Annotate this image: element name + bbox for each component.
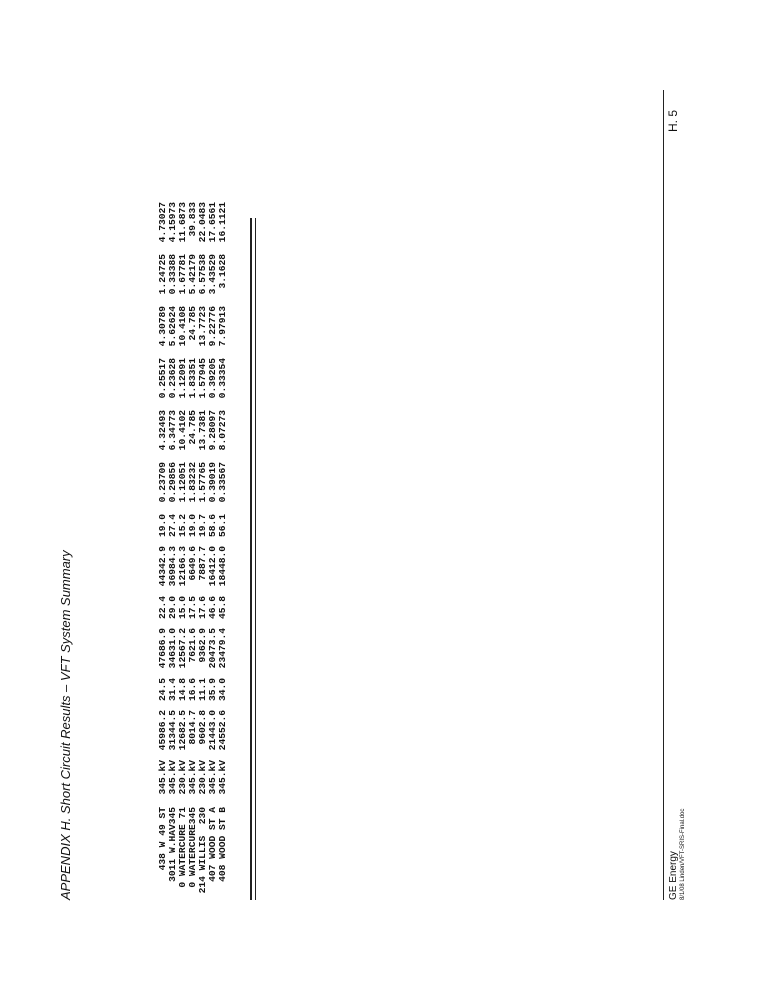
table-cell: 11.6873 [177, 202, 188, 243]
table-cell: 22.4 [157, 596, 168, 620]
table-cell: 31344.5 [167, 710, 178, 751]
table-cell: 16.1121 [217, 202, 228, 243]
table-cell: 29.0 [167, 596, 178, 620]
table-cell: 5.42179 [187, 254, 198, 295]
table-cell: 0.29856 [167, 462, 178, 503]
table-cell: 4.15973 [167, 202, 178, 243]
table-cell: 345.kV [187, 760, 198, 795]
table-cell: 0.23709 [157, 462, 168, 503]
table-cell: 9362.9 [197, 628, 208, 663]
table-cell: 408 WOOD ST B [217, 807, 228, 882]
table-cell: 17.5 [187, 596, 198, 620]
footer-rule [663, 90, 664, 900]
table-cell: 0.33388 [167, 254, 178, 295]
table-cell: 5.62624 [167, 306, 178, 347]
table-cell: 36984.3 [167, 546, 178, 587]
table-cell: 58.6 [207, 514, 218, 538]
table-cell: 19.0 [157, 514, 168, 538]
table-cell: 0.25517 [157, 358, 168, 399]
table-cell: 17.6561 [207, 202, 218, 243]
table-cell: 17.6 [197, 596, 208, 620]
table-cell: 56.1 [217, 514, 228, 538]
table-cell: 45.8 [217, 596, 228, 620]
table-cell: 13.7723 [197, 306, 208, 347]
table-cell: 24.785 [187, 410, 198, 445]
table-cell: 6.57538 [197, 254, 208, 295]
table-cell: 9.28097 [207, 410, 218, 451]
table-cell: 0.23628 [167, 358, 178, 399]
table-cell: 1.24725 [157, 254, 168, 295]
table-cell: 438 W 49 ST [157, 807, 168, 871]
table-cell: 24552.6 [217, 710, 228, 751]
table-cell: 19.0 [187, 514, 198, 538]
page-heading: APPENDIX H. Short Circuit Results – VFT System Summary [58, 550, 73, 900]
table-cell: 31.4 [167, 678, 178, 702]
table-cell: 46.6 [207, 596, 218, 620]
table-cell: 0 WATERCURE345 [187, 807, 198, 888]
table-cell: 1.83351 [187, 358, 198, 399]
table-cell: 13.7381 [197, 410, 208, 451]
table-cell: 230.kV [177, 760, 188, 795]
table-body [158, 202, 228, 900]
table-cell: 4.30789 [157, 306, 168, 347]
table-cell: 16.6 [187, 678, 198, 702]
table-cell: 1.57945 [197, 358, 208, 399]
table-cell: 1.67781 [177, 254, 188, 295]
table-cell: 23479.4 [217, 628, 228, 669]
table-cell: 7621.6 [187, 628, 198, 663]
table-cell: 7.97913 [217, 306, 228, 347]
table-cell: 10.4108 [177, 306, 188, 347]
table-cell: 6649.6 [187, 546, 198, 581]
table-cell: 27.4 [167, 514, 178, 538]
table-cell: 10.4102 [177, 410, 188, 451]
table-cell: 8014.7 [187, 710, 198, 745]
table-cell: 345.kV [207, 760, 218, 795]
table-cell: 34631.0 [167, 628, 178, 669]
table-cell: 1.57765 [197, 462, 208, 503]
table-cell: 47686.9 [157, 628, 168, 669]
table-cell: 8.07273 [217, 410, 228, 451]
table-cell: 12567.2 [177, 628, 188, 669]
table-cell: 345.kV [217, 760, 228, 795]
page-number: H. 5 [666, 109, 680, 132]
table-cell: 35.9 [207, 678, 218, 702]
table-cell: 20473.5 [207, 628, 218, 669]
table-cell: 19.7 [197, 514, 208, 538]
table-cell: 14.8 [177, 678, 188, 702]
table-cell: 0.39205 [207, 358, 218, 399]
table-cell: 34.0 [217, 678, 228, 702]
table-cell: 0 WATERCURE 71 [177, 807, 188, 888]
table-cell: 39.833 [187, 202, 198, 237]
table-cell: 3.1628 [217, 254, 228, 289]
table-cell: 18448.0 [217, 546, 228, 587]
table-cell: 407 WOOD ST A [207, 807, 218, 882]
table-cell: 1.83232 [187, 462, 198, 503]
table-cell: 3011 W.HAV345 [167, 807, 178, 882]
table-cell: 12682.5 [177, 710, 188, 751]
table-cell: 6.34773 [167, 410, 178, 451]
table-cell: 16412.0 [207, 546, 218, 587]
table-cell: 24.785 [187, 306, 198, 341]
table-cell: 7887.7 [197, 546, 208, 581]
table-cell: 24.5 [157, 678, 168, 702]
footer-organization: GE Energy [668, 851, 679, 900]
table-cell: 1.12091 [177, 358, 188, 399]
short-circuit-table-wrap [138, 202, 276, 900]
table-cell: 0.33354 [217, 358, 228, 399]
footer-filename: 8/1/08 Linden/VFT-SRIS-Final.doc [680, 808, 686, 900]
table-cell: 1.12051 [177, 462, 188, 503]
table-cell: 15.0 [177, 596, 188, 620]
table-cell: 45986.2 [157, 710, 168, 751]
table-cell: 21443.0 [207, 710, 218, 751]
table-bottom-rule [250, 218, 256, 900]
table-cell: 214 WILLIS 230 [197, 807, 208, 894]
table-cell: 9602.8 [197, 710, 208, 745]
table-cell: 22.0483 [197, 202, 208, 243]
table-cell: 4.73027 [157, 202, 168, 243]
table-row [218, 202, 228, 900]
table-cell: 345.kV [167, 760, 178, 795]
table-cell: 11.1 [197, 678, 208, 702]
table-cell: 15.2 [177, 514, 188, 538]
table-cell: 345.kV [157, 760, 168, 795]
table-cell: 0.33567 [217, 462, 228, 503]
table-cell: 230.kV [197, 760, 208, 795]
table-cell: 44342.9 [157, 546, 168, 587]
table-cell: 0.39019 [207, 462, 218, 503]
table-cell: 4.32493 [157, 410, 168, 451]
table-cell: 3.43529 [207, 254, 218, 295]
table-cell: 12166.3 [177, 546, 188, 587]
short-circuit-table [158, 202, 228, 900]
table-cell: 9.22776 [207, 306, 218, 347]
